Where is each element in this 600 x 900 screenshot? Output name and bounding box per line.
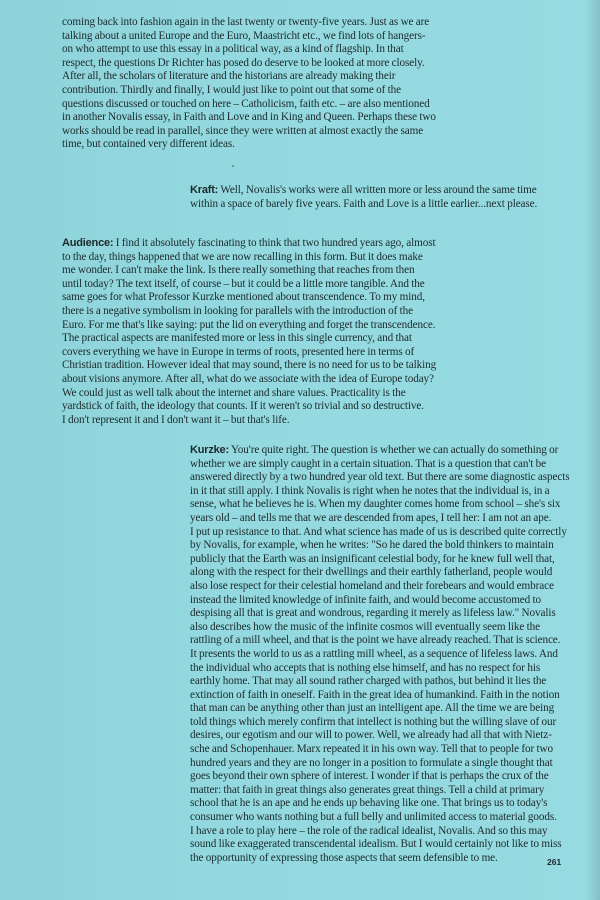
text-line: questions discussed or touched on here – Catholicism, faith etc. – are also mentioned bbox=[62, 97, 430, 110]
text-line: The practical aspects are manifested more or less in this single currency, and that bbox=[62, 332, 412, 345]
text-line: Christian tradition. However ideal that may sound, there is no need for us to be talking bbox=[62, 359, 437, 372]
text-line: sche and Schopenhauer. Marx repeated it in his own way. Tell that to people for two bbox=[190, 743, 553, 756]
text-line-body: You're quite right. The question is whether we can actually do something or bbox=[230, 444, 559, 456]
text-line: matter: that faith in great things also generates great things. Tell a child at primary bbox=[190, 783, 545, 796]
text-line: yardstick of faith, the ideology that counts. If it weren't so trivial and so destructive. bbox=[62, 400, 424, 413]
speaker-name: Kraft: bbox=[190, 184, 219, 196]
text-line: to the day, things happened that we are now recalling in this form. But it does make bbox=[62, 250, 423, 263]
text-line: covers everything we have in Europe in terms of roots, presented here in terms of bbox=[62, 345, 415, 358]
text-line: Euro. For me that's like saying: put the lid on everything and forget the transcendence. bbox=[62, 318, 436, 331]
text-line: whether we are simply caught in a certain situation. That is a question that can't be bbox=[190, 457, 547, 470]
text-line: goes beyond their own sphere of interest. I wonder if that is perhaps the crux of the bbox=[190, 770, 549, 783]
text-line: contribution. Thirdly and finally, I would just like to point out that some of the bbox=[62, 83, 402, 96]
text-line: me wonder. I can't make the link. Is there really something that reaches from then bbox=[62, 264, 415, 277]
text-line: answered directly by a two hundred year old text. But there are some diagnostic aspects bbox=[190, 471, 570, 484]
text-line: that man can be anything other than just an intelligent ape. All the time we are being bbox=[190, 702, 555, 715]
text-line: rattling of a mill wheel, and that is the point we have already reached. That is science. bbox=[190, 634, 561, 647]
text-line: in another Novalis essay, in Faith and Love and in King and Queen. Perhaps these two bbox=[62, 111, 436, 124]
text-line-body: I find it absolutely fascinating to think that two hundred years ago, almost bbox=[115, 237, 436, 249]
paragraph-continuation bbox=[62, 16, 436, 152]
paragraph-kraft bbox=[190, 184, 537, 211]
text-line bbox=[62, 237, 436, 251]
text-line: about visions anymore. After all, what do we associate with the idea of Europe today? bbox=[62, 372, 434, 385]
text-line: the individual who accepts that is nothing else himself, and has no respect for his bbox=[190, 661, 541, 674]
text-line: We could just as well talk about the internet and share values. Practicality is the bbox=[62, 386, 406, 399]
text-line-body: Well, Novalis's works were all written more or less around the same time bbox=[220, 184, 537, 196]
speaker-name: Kurzke: bbox=[190, 444, 229, 456]
text-line: there is a negative symbolism in looking for parallels with the introduction of the bbox=[62, 304, 414, 317]
text-line: hundred years and they are no longer in a position to formulate a single thought that bbox=[190, 756, 553, 769]
text-line bbox=[190, 444, 569, 458]
page-edge-shadow bbox=[586, 0, 600, 900]
text-line: by Novalis, for example, when he writes: "So he dared the bold thinkers to maintain bbox=[190, 539, 554, 552]
speaker-name: Audience: bbox=[62, 237, 114, 249]
text-line: extinction of faith in oneself. Faith in the great idea of humankind. Faith in the notion bbox=[190, 688, 560, 701]
paragraph-audience bbox=[62, 237, 436, 427]
text-line: respect, the questions Dr Richter has posed do deserve to be looked at more closely. bbox=[62, 56, 425, 69]
text-line: years old – and tells me that we are descended from apes, I tell her: I am not an ape. bbox=[190, 511, 552, 524]
text-line bbox=[190, 184, 537, 198]
text-line: I have a role to play here – the role of the radical idealist, Novalis. And so this may bbox=[190, 824, 548, 837]
text-line: talking about a united Europe and the Euro, Maastricht etc., we find lots of hangers- bbox=[62, 29, 426, 42]
paper-speck bbox=[232, 165, 234, 167]
text-line: within a space of barely five years. Faith and Love is a little earlier...next please. bbox=[190, 197, 538, 210]
paragraph-kurzke bbox=[190, 444, 569, 865]
text-line: sense, what he believes he is. When my daughter comes home from school – she's six bbox=[190, 498, 561, 511]
text-line: consumer who wants nothing but a full belly and unlimited access to material goods. bbox=[190, 811, 557, 824]
text-line: coming back into fashion again in the last twenty or twenty-five years. Just as we are bbox=[62, 16, 430, 28]
text-line: works should be read in parallel, since they were written at almost exactly the same bbox=[62, 124, 424, 137]
text-line: sound like exaggerated transcendental idealism. But I would certainly not like to miss bbox=[190, 838, 562, 851]
text-line: told things which merely confirm that intellect is nothing but the willing slave of our bbox=[190, 715, 557, 728]
page-number: 261 bbox=[547, 857, 562, 867]
text-line: along with the respect for their dwellings and their earthly fatherland, people would bbox=[190, 566, 553, 579]
text-line: until today? The text itself, of course – but it could be a little more tangible. And the bbox=[62, 277, 425, 290]
text-line: earthly home. That may all sound rather charged with pathos, but behind it lies the bbox=[190, 675, 547, 688]
text-line: the opportunity of expressing those aspects that seem defensible to me. bbox=[190, 851, 498, 864]
text-line: I put up resistance to that. And what science has made of us is described quite correctly bbox=[190, 525, 567, 538]
text-line: also describes how the music of the infinite cosmos will eventually seem like the bbox=[190, 620, 540, 633]
text-line: in it that still apply. I think Novalis is right when he notes that the individual is, in a bbox=[190, 484, 550, 497]
text-line: on who attempt to use this essay in a political way, as a kind of flagship. In that bbox=[62, 43, 404, 56]
text-line: also lose respect for their celestial homeland and their forebears and would embrace bbox=[190, 579, 554, 592]
text-line: After all, the scholars of literature and the historians are already making their bbox=[62, 70, 396, 83]
text-line: publicly that the Earth was an insignificant celestial body, for he knew full well that, bbox=[190, 552, 555, 565]
text-line: It presents the world to us as a rattling mill wheel, as a sequence of lifeless laws. And bbox=[190, 647, 558, 660]
text-line: same goes for what Professor Kurzke mentioned about transcendence. To my mind, bbox=[62, 291, 425, 304]
text-line: instead the limited knowledge of infinite faith, and would become accustomed to bbox=[190, 593, 542, 606]
text-line: desires, our egotism and our will to power. Well, we already had all that with Nietz- bbox=[190, 729, 552, 742]
text-line: school that he is an ape and he ends up behaving like one. That brings us to today's bbox=[190, 797, 548, 810]
text-line: time, but contained very different ideas. bbox=[62, 138, 235, 151]
text-line: despising all that is great and wondrous, regarding it merely as lifeless law." Novalis bbox=[190, 607, 556, 620]
text-line: I don't represent it and I don't want it – but that's life. bbox=[62, 413, 290, 426]
